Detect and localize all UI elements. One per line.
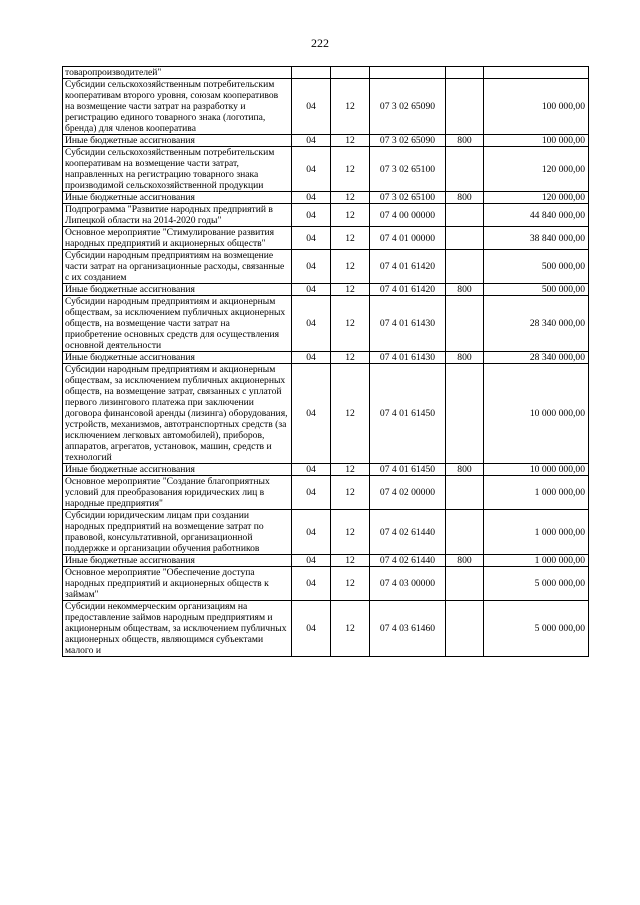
- expense-type-code-cell: 800: [446, 555, 484, 567]
- table-row: [63, 464, 589, 476]
- item-name-cell: Иные бюджетные ассигнования: [63, 352, 292, 364]
- table-row: [63, 204, 589, 227]
- target-article-code-cell: 07 4 01 61450: [370, 464, 446, 476]
- amount-cell: 10 000 000,00: [484, 364, 589, 464]
- amount-cell: 100 000,00: [484, 135, 589, 147]
- amount-cell: 44 840 000,00: [484, 204, 589, 227]
- expense-type-code-cell: [446, 476, 484, 510]
- amount-cell: 28 340 000,00: [484, 296, 589, 352]
- budget-table-body: [63, 67, 589, 657]
- amount-cell: [484, 67, 589, 79]
- item-name-cell: Иные бюджетные ассигнования: [63, 135, 292, 147]
- target-article-code-cell: 07 4 02 61440: [370, 510, 446, 555]
- amount-cell: 100 000,00: [484, 79, 589, 135]
- table-row: [63, 601, 589, 657]
- section-code-cell: 04: [292, 79, 331, 135]
- item-name-cell: Основное мероприятие "Обеспечение доступа народных предприятий и акционерных обществ к займам": [63, 567, 292, 601]
- item-name-cell: Субсидии народным предприятиям на возмещение части затрат на организационные расходы, связанные с их созданием: [63, 250, 292, 284]
- subsection-code-cell: 12: [331, 464, 370, 476]
- section-code-cell: 04: [292, 352, 331, 364]
- section-code-cell: 04: [292, 476, 331, 510]
- expense-type-code-cell: 800: [446, 135, 484, 147]
- table-row: [63, 147, 589, 192]
- amount-cell: 1 000 000,00: [484, 510, 589, 555]
- expense-type-code-cell: [446, 79, 484, 135]
- item-name-cell: Основное мероприятие "Стимулирование развития народных предприятий и акционерных обществ": [63, 227, 292, 250]
- target-article-code-cell: [370, 67, 446, 79]
- target-article-code-cell: 07 3 02 65100: [370, 192, 446, 204]
- subsection-code-cell: 12: [331, 250, 370, 284]
- expense-type-code-cell: [446, 67, 484, 79]
- subsection-code-cell: 12: [331, 567, 370, 601]
- table-row: [63, 284, 589, 296]
- table-row: [63, 352, 589, 364]
- amount-cell: 5 000 000,00: [484, 567, 589, 601]
- table-row: [63, 227, 589, 250]
- table-row: [63, 67, 589, 79]
- expense-type-code-cell: [446, 364, 484, 464]
- target-article-code-cell: 07 4 03 61460: [370, 601, 446, 657]
- expense-type-code-cell: [446, 601, 484, 657]
- item-name-cell: товаропроизводителей": [63, 67, 292, 79]
- expense-type-code-cell: [446, 147, 484, 192]
- section-code-cell: 04: [292, 250, 331, 284]
- subsection-code-cell: 12: [331, 79, 370, 135]
- item-name-cell: Субсидии сельскохозяйственным потребительским кооперативам второго уровня, союзам кооперативов на возмещение части затрат на разработку и регистрацию единого товарного знака (логотипа, бренда) для членов кооператива: [63, 79, 292, 135]
- amount-cell: 38 840 000,00: [484, 227, 589, 250]
- section-code-cell: 04: [292, 464, 331, 476]
- table-row: [63, 555, 589, 567]
- item-name-cell: Иные бюджетные ассигнования: [63, 284, 292, 296]
- section-code-cell: 04: [292, 296, 331, 352]
- section-code-cell: 04: [292, 135, 331, 147]
- expense-type-code-cell: 800: [446, 464, 484, 476]
- section-code-cell: 04: [292, 227, 331, 250]
- amount-cell: 500 000,00: [484, 250, 589, 284]
- section-code-cell: 04: [292, 364, 331, 464]
- item-name-cell: Субсидии некоммерческим организациям на предоставление займов народным предприятиям и акционерным обществам, за исключением публичных акционерных обществ, являющимся субъектами малого и: [63, 601, 292, 657]
- target-article-code-cell: 07 3 02 65090: [370, 79, 446, 135]
- amount-cell: 28 340 000,00: [484, 352, 589, 364]
- subsection-code-cell: 12: [331, 284, 370, 296]
- expense-type-code-cell: [446, 227, 484, 250]
- expense-type-code-cell: [446, 296, 484, 352]
- expense-type-code-cell: 800: [446, 284, 484, 296]
- section-code-cell: 04: [292, 510, 331, 555]
- table-row: [63, 364, 589, 464]
- table-row: [63, 510, 589, 555]
- section-code-cell: 04: [292, 555, 331, 567]
- table-row: [63, 192, 589, 204]
- amount-cell: 1 000 000,00: [484, 476, 589, 510]
- table-row: [63, 79, 589, 135]
- item-name-cell: Основное мероприятие "Создание благоприятных условий для преобразования юридических лиц в народные предприятия": [63, 476, 292, 510]
- table-row: [63, 476, 589, 510]
- subsection-code-cell: 12: [331, 510, 370, 555]
- target-article-code-cell: 07 4 02 00000: [370, 476, 446, 510]
- expense-type-code-cell: [446, 204, 484, 227]
- item-name-cell: Субсидии сельскохозяйственным потребительским кооперативам на возмещение части затрат, направленных на регистрацию товарного знака производимой сельскохозяйственной продукции: [63, 147, 292, 192]
- table-row: [63, 296, 589, 352]
- table-row: [63, 135, 589, 147]
- subsection-code-cell: 12: [331, 476, 370, 510]
- amount-cell: 120 000,00: [484, 192, 589, 204]
- expense-type-code-cell: [446, 250, 484, 284]
- table-row: [63, 567, 589, 601]
- amount-cell: 5 000 000,00: [484, 601, 589, 657]
- target-article-code-cell: 07 4 01 61430: [370, 352, 446, 364]
- section-code-cell: 04: [292, 601, 331, 657]
- amount-cell: 10 000 000,00: [484, 464, 589, 476]
- target-article-code-cell: 07 3 02 65100: [370, 147, 446, 192]
- expense-type-code-cell: 800: [446, 192, 484, 204]
- subsection-code-cell: 12: [331, 147, 370, 192]
- amount-cell: 500 000,00: [484, 284, 589, 296]
- subsection-code-cell: 12: [331, 601, 370, 657]
- subsection-code-cell: 12: [331, 364, 370, 464]
- item-name-cell: Подпрограмма "Развитие народных предприятий в Липецкой области на 2014-2020 годы": [63, 204, 292, 227]
- section-code-cell: 04: [292, 284, 331, 296]
- target-article-code-cell: 07 4 01 61430: [370, 296, 446, 352]
- section-code-cell: 04: [292, 204, 331, 227]
- subsection-code-cell: 12: [331, 135, 370, 147]
- expense-type-code-cell: [446, 567, 484, 601]
- budget-table: [62, 66, 589, 657]
- expense-type-code-cell: 800: [446, 352, 484, 364]
- expense-type-code-cell: [446, 510, 484, 555]
- page-number: 222: [311, 36, 329, 50]
- item-name-cell: Иные бюджетные ассигнования: [63, 192, 292, 204]
- target-article-code-cell: 07 4 00 00000: [370, 204, 446, 227]
- target-article-code-cell: 07 4 01 00000: [370, 227, 446, 250]
- section-code-cell: 04: [292, 192, 331, 204]
- subsection-code-cell: [331, 67, 370, 79]
- target-article-code-cell: 07 4 02 61440: [370, 555, 446, 567]
- target-article-code-cell: 07 3 02 65090: [370, 135, 446, 147]
- table-row: [63, 250, 589, 284]
- subsection-code-cell: 12: [331, 204, 370, 227]
- section-code-cell: 04: [292, 567, 331, 601]
- target-article-code-cell: 07 4 01 61420: [370, 250, 446, 284]
- section-code-cell: [292, 67, 331, 79]
- item-name-cell: Субсидии юридическим лицам при создании народных предприятий на возмещение затрат по правовой, консультативной, организационной поддержке и организации обучения работников: [63, 510, 292, 555]
- subsection-code-cell: 12: [331, 555, 370, 567]
- section-code-cell: 04: [292, 147, 331, 192]
- item-name-cell: Субсидии народным предприятиям и акционерным обществам, за исключением публичных акционерных обществ, на возмещение затрат, связанных с уплатой первого лизингового платежа при заключении договора финансовой аренды (лизинга) оборудования, устройств, механизмов, автотранспортных средств (за исключением легковых автомобилей), приборов, аппаратов, агрегатов, установок, машин, средств и технологий: [63, 364, 292, 464]
- target-article-code-cell: 07 4 03 00000: [370, 567, 446, 601]
- subsection-code-cell: 12: [331, 227, 370, 250]
- subsection-code-cell: 12: [331, 296, 370, 352]
- amount-cell: 1 000 000,00: [484, 555, 589, 567]
- item-name-cell: Иные бюджетные ассигнования: [63, 555, 292, 567]
- item-name-cell: Субсидии народным предприятиям и акционерным обществам, за исключением публичных акционерных обществ, на возмещение части затрат на приобретение основных средств для осуществления основной деятельности: [63, 296, 292, 352]
- target-article-code-cell: 07 4 01 61420: [370, 284, 446, 296]
- subsection-code-cell: 12: [331, 352, 370, 364]
- target-article-code-cell: 07 4 01 61450: [370, 364, 446, 464]
- item-name-cell: Иные бюджетные ассигнования: [63, 464, 292, 476]
- amount-cell: 120 000,00: [484, 147, 589, 192]
- subsection-code-cell: 12: [331, 192, 370, 204]
